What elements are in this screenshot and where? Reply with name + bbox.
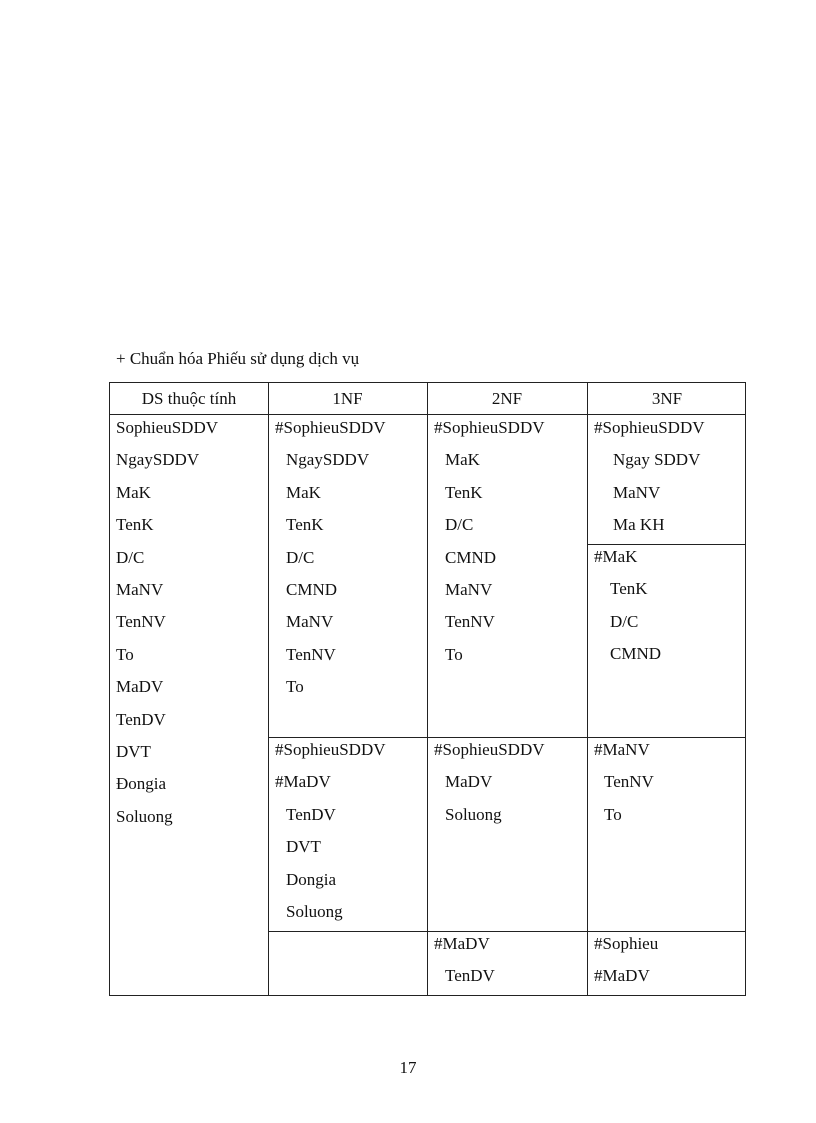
key-attribute: #MaK <box>594 547 638 566</box>
key-attribute: #MaDV <box>275 772 331 792</box>
header-1nf: 1NF <box>332 389 363 408</box>
key-attribute: #MaNV <box>594 740 650 759</box>
attribute-item: D/C <box>286 547 315 567</box>
key-attribute: #SophieuSDDV <box>275 418 386 437</box>
nf3-relation-3 <box>594 734 654 831</box>
attribute-item: TenDV <box>116 709 166 729</box>
attribute-item: CMND <box>286 579 338 599</box>
attribute-item: NgaySDDV <box>116 450 200 470</box>
attribute-item: D/C <box>445 515 474 535</box>
attribute-item: MaDV <box>445 772 493 792</box>
attribute-item: TenNV <box>445 612 495 632</box>
row-divider <box>268 931 745 932</box>
attributes-list <box>116 412 218 833</box>
attribute-item: Soluong <box>445 804 502 824</box>
attribute-item: TenK <box>445 482 483 502</box>
attribute-item: Soluong <box>286 901 343 921</box>
header-3nf: 3NF <box>651 389 683 408</box>
attribute-item: MaNV <box>613 482 661 502</box>
attribute-item: MaK <box>286 482 321 502</box>
key-attribute: #SophieuSDDV <box>434 740 545 759</box>
key-attribute: #MaDV <box>434 934 490 953</box>
header-2nf: 2NF <box>491 389 523 408</box>
attribute-item: MaK <box>116 482 151 502</box>
attribute-item: TenDV <box>286 804 336 824</box>
attribute-item: MaK <box>445 450 480 470</box>
attribute-item: NgaySDDV <box>286 450 370 470</box>
column-divider <box>268 383 269 995</box>
key-attribute: #Sophieu <box>594 934 659 953</box>
section-title: + Chuẩn hóa Phiếu sử dụng dịch vụ <box>116 349 360 368</box>
attribute-item: TenDV <box>445 966 495 986</box>
nf1-relation-2 <box>275 734 386 928</box>
normalization-table <box>109 382 746 996</box>
attribute-item: TenK <box>610 579 648 599</box>
column-divider <box>427 383 428 995</box>
key-attribute: #SophieuSDDV <box>434 418 545 437</box>
attribute-item: To <box>445 644 463 664</box>
key-attribute: #SophieuSDDV <box>594 418 705 437</box>
attribute-item: Ma KH <box>613 515 665 535</box>
attribute-item: MaNV <box>445 579 493 599</box>
attribute-item: CMND <box>445 547 497 567</box>
attribute-item: Dongia <box>286 869 337 889</box>
attribute-item: CMND <box>610 644 662 664</box>
attribute-item: TenNV <box>604 772 654 792</box>
attribute-item: TenNV <box>286 644 336 664</box>
nf3-relation-1 <box>594 412 705 542</box>
attribute-item: TenNV <box>116 612 166 632</box>
nf3-relation-4 <box>594 928 658 993</box>
attribute-item: MaNV <box>286 612 334 632</box>
column-divider <box>587 383 588 995</box>
attribute-item: To <box>604 804 622 824</box>
key-attribute: #SophieuSDDV <box>275 740 386 759</box>
attribute-item: DVT <box>286 837 321 857</box>
attribute-item: TenK <box>116 515 154 535</box>
nf2-relation-3 <box>434 928 495 993</box>
attribute-item: D/C <box>116 547 145 567</box>
attribute-item: Đongia <box>116 774 167 794</box>
attribute-item: To <box>116 644 134 664</box>
attribute-item: MaNV <box>116 579 164 599</box>
attribute-item: Ngay SDDV <box>613 450 701 470</box>
nf3-relation-2 <box>594 541 661 671</box>
page-number: 17 <box>399 1058 417 1077</box>
attribute-item: MaDV <box>116 677 164 697</box>
nf2-relation-1 <box>434 412 545 671</box>
attribute-item: Soluong <box>116 806 173 826</box>
attribute-item: D/C <box>610 611 639 631</box>
attribute-item: TenK <box>286 515 324 535</box>
attribute-item: SophieuSDDV <box>116 418 219 437</box>
attribute-item: DVT <box>116 741 151 761</box>
nf2-relation-2 <box>434 734 545 831</box>
key-attribute: #MaDV <box>594 966 650 986</box>
nf1-relation-1 <box>275 412 386 704</box>
header-attributes: DS thuộc tính <box>141 389 237 408</box>
attribute-item: To <box>286 677 304 697</box>
